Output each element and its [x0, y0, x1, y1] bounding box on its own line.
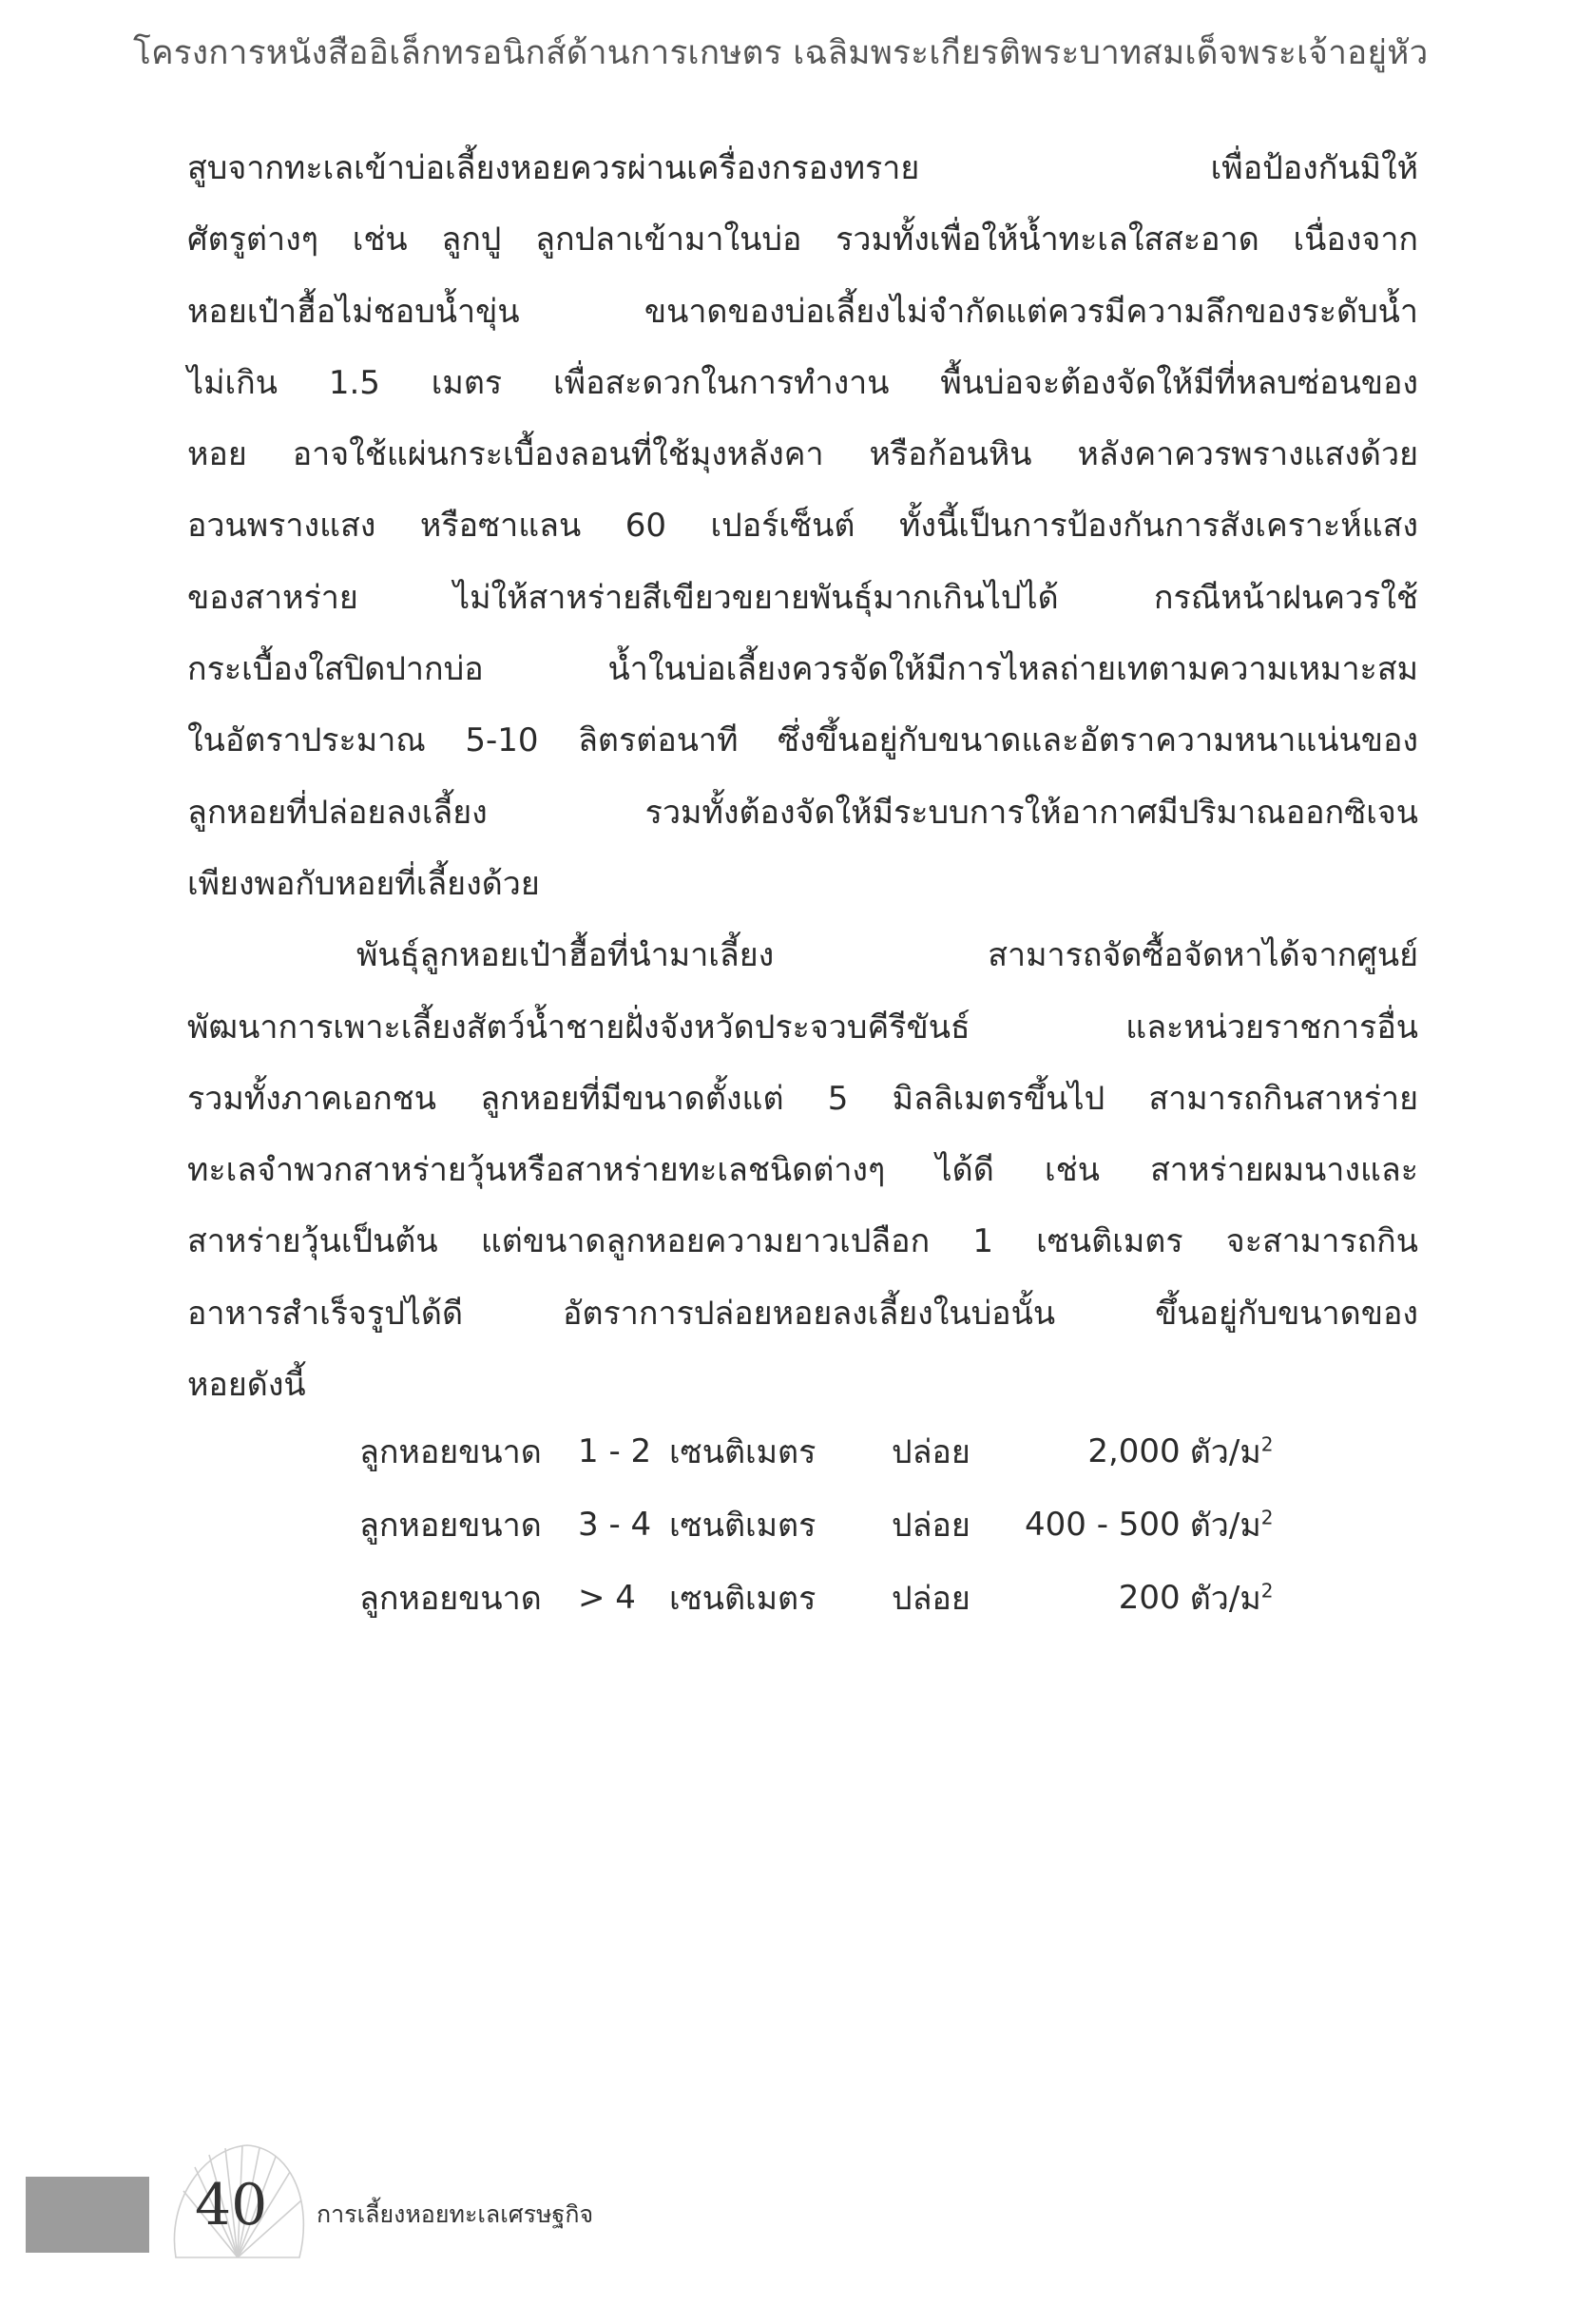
size-range: 3 - 4 [578, 1505, 652, 1544]
release-label: ปล่อย [892, 1432, 970, 1471]
density-unit [1190, 1414, 1276, 1488]
density-unit [1190, 1561, 1276, 1634]
size-range: 1 - 2 [578, 1431, 652, 1470]
size-range: > 4 [578, 1578, 636, 1617]
paragraph-line: หอยดังนี้ [187, 1366, 306, 1405]
size-unit: เซนติเมตร [669, 1432, 817, 1471]
paragraph-line: สาหร่ายวุ้นเป็นต้น แต่ขนาดลูกหอยความยาวเปลือก 1 เซนติเมตร จะสามารถกิน [187, 1222, 1418, 1261]
footer-gray-block [26, 2177, 149, 2253]
stocking-rate-table [359, 1414, 1276, 1634]
density-unit-exponent: 2 [1260, 1579, 1274, 1603]
size-label: ลูกหอยขนาด [359, 1506, 542, 1545]
density-unit-text: ตัว/ม [1189, 1432, 1261, 1471]
density-unit-exponent: 2 [1260, 1506, 1274, 1529]
paragraph-line: พัฒนาการเพาะเลี้ยงสัตว์น้ำชายฝั่งจังหวัดประจวบคีรีขันธ์ และหน่วยราชการอื่น [187, 1008, 1418, 1047]
paragraph-line: ลูกหอยที่ปล่อยลงเลี้ยง รวมทั้งต้องจัดให้มีระบบการให้อากาศมีปริมาณออกซิเจน [187, 793, 1418, 832]
paragraph-line: อาหารสำเร็จรูปได้ดี อัตราการปล่อยหอยลงเลี้ยงในบ่อนั้น ขึ้นอยู่กับขนาดของ [187, 1294, 1418, 1333]
paragraph-line: พันธุ์ลูกหอยเป๋าฮื้อที่นำมาเลี้ยง สามารถจัดซื้อจัดหาได้จากศูนย์ [356, 936, 1418, 975]
size-unit: เซนติเมตร [669, 1579, 817, 1618]
release-amount: 200 [1118, 1578, 1181, 1617]
paragraph-line: ของสาหร่าย ไม่ให้สาหร่ายสีเขียวขยายพันธุ์มากเกินไปได้ กรณีหน้าฝนควรใช้ [187, 578, 1418, 617]
size-unit: เซนติเมตร [669, 1506, 817, 1545]
release-amount: 400 - 500 [1025, 1505, 1181, 1544]
paragraph-2 [187, 920, 1418, 1421]
paragraph-line: กระเบื้องใสปิดปากบ่อ น้ำในบ่อเลี้ยงควรจัดให้มีการไหลถ่ายเทตามความเหมาะสม [187, 650, 1418, 689]
size-label: ลูกหอยขนาด [359, 1432, 542, 1471]
table-row [359, 1561, 1276, 1634]
paragraph-line: เพียงพอกับหอยที่เลี้ยงด้วย [187, 864, 540, 903]
footer-book-title: การเลี้ยงหอยทะเลเศรษฐกิจ [317, 2200, 594, 2228]
paragraph-1 [187, 133, 1418, 920]
paragraph-line: สูบจากทะเลเข้าบ่อเลี้ยงหอยควรผ่านเครื่องกรองทราย เพื่อป้องกันมิให้ [187, 149, 1418, 187]
paragraph-line: รวมทั้งภาคเอกชน ลูกหอยที่มีขนาดตั้งแต่ 5 มิลลิเมตรขึ้นไป สามารถกินสาหร่าย [187, 1079, 1418, 1118]
release-label: ปล่อย [892, 1506, 970, 1545]
paragraph-line: หอยเป๋าฮื้อไม่ชอบน้ำขุ่น ขนาดของบ่อเลี้ยงไม่จำกัดแต่ควรมีความลึกของระดับน้ำ [187, 292, 1418, 331]
paragraph-line: อวนพรางแสง หรือซาแลน 60 เปอร์เซ็นต์ ทั้งนี้เป็นการป้องกันการสังเคราะห์แสง [187, 507, 1418, 546]
paragraph-line: หอย อาจใช้แผ่นกระเบื้องลอนที่ใช้มุงหลังคา หรือก้อนหิน หลังคาควรพรางแสงด้วย [187, 435, 1418, 474]
release-label: ปล่อย [892, 1579, 970, 1618]
release-amount: 2,000 [1087, 1431, 1181, 1470]
paragraph-line: ไม่เกิน 1.5 เมตร เพื่อสะดวกในการทำงาน พื้นบ่อจะต้องจัดให้มีที่หลบซ่อนของ [187, 363, 1418, 402]
running-header: โครงการหนังสืออิเล็กทรอนิกส์ด้านการเกษตร เฉลิมพระเกียรติพระบาทสมเด็จพระเจ้าอยู่หัว [133, 34, 1429, 72]
table-row [359, 1488, 1276, 1561]
paragraph-line: ทะเลจำพวกสาหร่ายวุ้นหรือสาหร่ายทะเลชนิดต่างๆ ได้ดี เช่น สาหร่ายผมนางและ [187, 1151, 1418, 1190]
page-number: 40 [195, 2172, 268, 2238]
paragraph-line: ศัตรูต่างๆ เช่น ลูกปู ลูกปลาเข้ามาในบ่อ รวมทั้งเพื่อให้น้ำทะเลใสสะอาด เนื่องจาก [187, 221, 1418, 259]
density-unit-exponent: 2 [1260, 1432, 1274, 1456]
density-unit-text: ตัว/ม [1189, 1506, 1261, 1545]
density-unit [1190, 1488, 1276, 1561]
body-text [187, 133, 1418, 1421]
density-unit-text: ตัว/ม [1189, 1579, 1261, 1618]
table-row [359, 1414, 1276, 1488]
paragraph-line: ในอัตราประมาณ 5-10 ลิตรต่อนาที ซึ่งขึ้นอยู่กับขนาดและอัตราความหนาแน่นของ [187, 721, 1418, 760]
size-label: ลูกหอยขนาด [359, 1579, 542, 1618]
